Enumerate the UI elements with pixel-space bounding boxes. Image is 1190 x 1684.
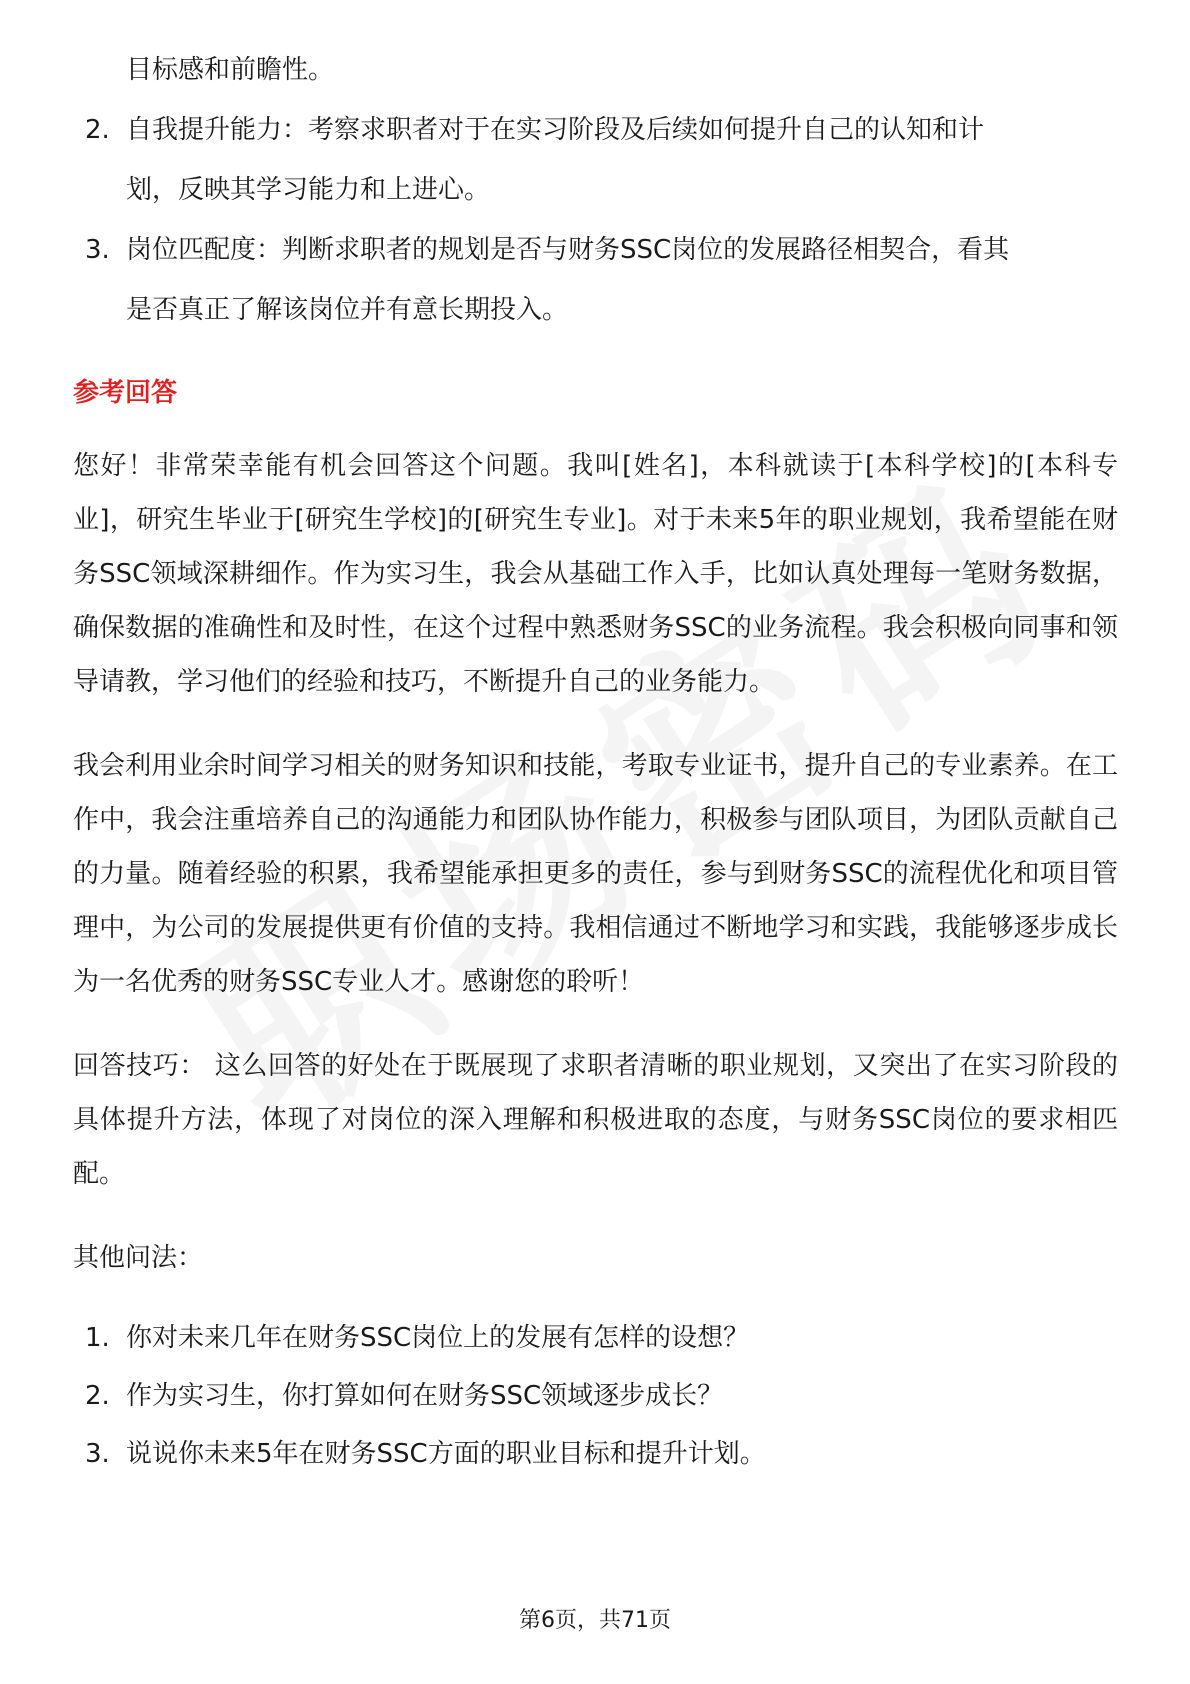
list-item-text: 作为实习生，你打算如何在财务SSC领域逐步成长？ — [126, 1381, 724, 1411]
list-item-text: 你对未来几年在财务SSC岗位上的发展有怎样的设想？ — [126, 1323, 750, 1353]
list-item — [73, 1311, 1118, 1365]
list-number: 1. — [85, 1323, 110, 1353]
list-item — [73, 1369, 1118, 1423]
page-content — [73, 42, 1118, 1485]
list-item — [73, 222, 1118, 279]
answer-tips-paragraph: 回答技巧： 这么回答的好处在于既展现了求职者清晰的职业规划，又突出了在实习阶段的具体提升方法，体现了对岗位的深入理解和积极进取的态度，与财务SSC岗位的要求相匹配。 — [73, 1051, 1118, 1189]
list-item-continuation: 划，反映其学习能力和上进心。 — [126, 175, 491, 205]
section-heading-reference-answer: 参考回答 — [73, 378, 178, 408]
page-number: 第6页，共71页 — [519, 1608, 671, 1633]
list-item-continuation: 是否真正了解该岗位并有意长期投入。 — [126, 295, 569, 325]
list-number: 2. — [85, 1381, 110, 1411]
list-item — [73, 1427, 1118, 1481]
list-item-text: 说说你未来5年在财务SSC方面的职业目标和提升计划。 — [126, 1439, 766, 1469]
list-number: 2. — [85, 115, 110, 145]
list-item-continuation: 目标感和前瞻性。 — [126, 55, 335, 85]
evaluation-criteria-list — [73, 102, 1118, 339]
list-number: 3. — [85, 235, 110, 265]
other-questions-label: 其他问法： — [73, 1243, 204, 1273]
list-item-text: 岗位匹配度：判断求职者的规划是否与财务SSC岗位的发展路径相契合，看其 — [126, 235, 1010, 265]
reference-answer-paragraph: 我会利用业余时间学习相关的财务知识和技能，考取专业证书，提升自己的专业素养。在工作中，我会注重培养自己的沟通能力和团队协作能力，积极参与团队项目，为团队贡献自己的力量。随着经验的积累，我希望能承担更多的责任，参与到财务SSC的流程优化和项目管理中，为公司的发展提供更有价值的支持。我相信通过不断地学习和实践，我能够逐步成长为一名优秀的财务SSC专业人才。感谢您的聆听！ — [73, 751, 1118, 997]
list-item-text: 自我提升能力：考察求职者对于在实习阶段及后续如何提升自己的认知和计 — [126, 115, 985, 145]
list-item — [73, 102, 1118, 159]
list-number: 3. — [85, 1439, 110, 1469]
reference-answer-paragraph: 您好！非常荣幸能有机会回答这个问题。我叫[姓名]，本科就读于[本科学校]的[本科专业]，研究生毕业于[研究生学校]的[研究生专业]。对于未来5年的职业规划，我希望能在财务SSC领域深耕细作。作为实习生，我会从基础工作入手，比如认真处理每一笔财务数据，确保数据的准确性和及时性，在这个过程中熟悉财务SSC的业务流程。我会积极向同事和领导请教，学习他们的经验和技巧，不断提升自己的业务能力。 — [73, 451, 1118, 697]
other-questions-list — [73, 1311, 1118, 1481]
